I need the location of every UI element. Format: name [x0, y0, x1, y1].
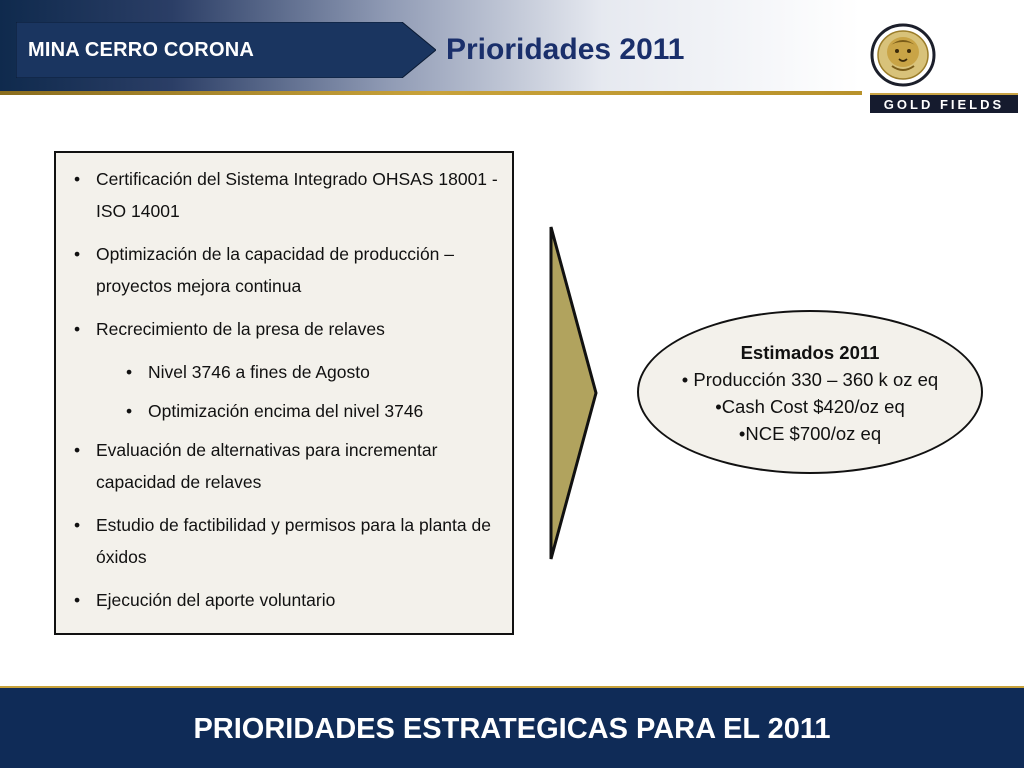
- company-wordmark: GOLD FIELDS: [870, 93, 1018, 113]
- priorities-box: [54, 151, 514, 635]
- estimates-line: •Cash Cost $420/oz eq: [715, 396, 905, 417]
- lion-icon: [868, 22, 938, 88]
- bullet-item: • Estudio de factibilidad y permisos para la planta de óxidos: [70, 509, 502, 573]
- chevron-right-icon: [548, 224, 602, 562]
- sub-bullet-item: • Optimización encima del nivel 3746: [70, 395, 502, 427]
- estimates-line: • Producción 330 – 360 k oz eq: [681, 369, 939, 390]
- footer-title: PRIORIDADES ESTRATEGICAS PARA EL 2011: [193, 713, 831, 745]
- bullet-item: • Optimización de la capacidad de producción – proyectos mejora continua: [70, 238, 502, 302]
- bullet-item: • Certificación del Sistema Integrado OHSAS 18001 - ISO 14001: [70, 163, 502, 227]
- footer-banner: [0, 686, 1024, 768]
- bullet-item: • Recrecimiento de la presa de relaves: [70, 313, 502, 345]
- bullet-item: • Ejecución del aporte voluntario: [70, 584, 502, 616]
- header-gold-rule: [0, 91, 862, 95]
- sub-bullet-item: • Nivel 3746 a fines de Agosto: [70, 356, 502, 388]
- priorities-list: [70, 163, 502, 616]
- estimates-title: Estimados 2011: [740, 342, 880, 363]
- estimates-content: [637, 339, 983, 447]
- slide-title: Prioridades 2011: [446, 33, 685, 66]
- bullet-item: • Evaluación de alternativas para incrementar capacidad de relaves: [70, 434, 502, 498]
- estimates-line: •NCE $700/oz eq: [738, 423, 882, 444]
- section-tag: MINA CERRO CORONA: [28, 39, 254, 61]
